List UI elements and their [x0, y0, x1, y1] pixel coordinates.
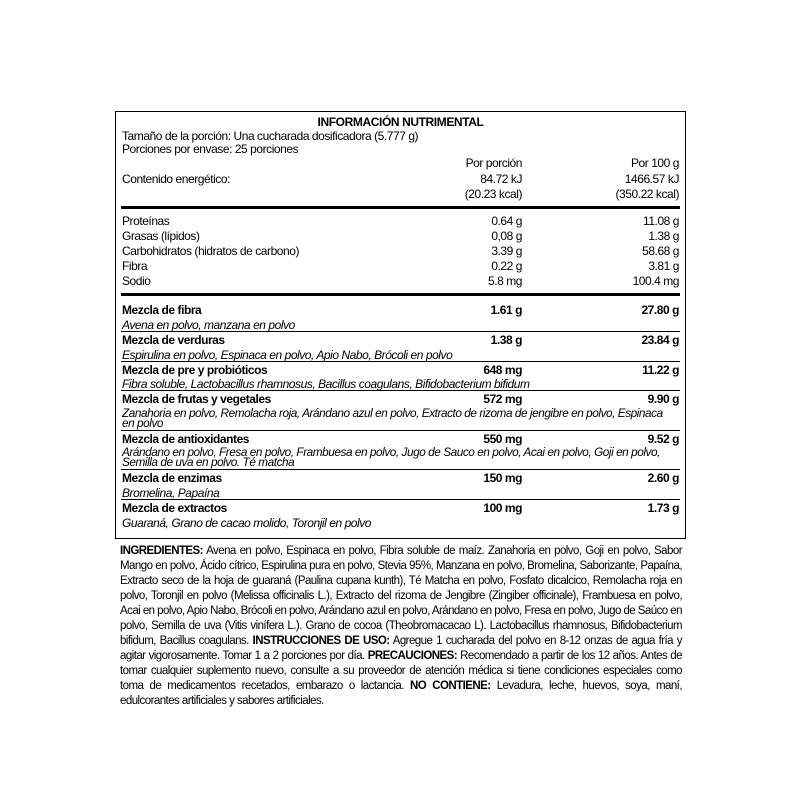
nutrient-serving: 0,08 g	[491, 229, 522, 243]
blend-per100: 23.84 g	[641, 333, 679, 347]
divider-thick	[121, 206, 680, 209]
blend-name: Mezcla de frutas y vegetales	[122, 392, 271, 406]
nutrient-per100: 1.38 g	[648, 229, 679, 243]
nutrient-per100: 58.68 g	[642, 244, 679, 258]
nutrient-per100: 100.4 mg	[632, 274, 679, 288]
blend-serving: 150 mg	[483, 471, 522, 485]
nutrient-serving: 0.64 g	[491, 214, 522, 228]
blend-per100: 1.73 g	[647, 501, 679, 515]
blend-name: Mezcla de antioxidantes	[122, 432, 250, 446]
energy-100g-kj: 1466.57 kJ	[624, 172, 679, 186]
energy-100g-kcal: (350.22 kcal)	[615, 187, 679, 201]
divider	[121, 469, 680, 470]
blend-description: Avena en polvo, manzana en polvo	[122, 318, 295, 332]
servings-per-container: Porciones por envase: 25 porciones	[122, 142, 299, 156]
nutrient-per100: 3.81 g	[648, 259, 679, 273]
divider	[121, 499, 680, 500]
blend-per100: 11.22 g	[642, 363, 679, 377]
blend-per100: 9.52 g	[647, 432, 679, 446]
not-contains-text: Levadura, leche, huevos, soya, maní, edulcorantes artificiales y sabores artificiales.	[120, 680, 682, 707]
blend-serving: 100 mg	[483, 501, 522, 515]
nutrient-name: Fibra	[122, 259, 148, 273]
usage-label: INSTRUCCIONES DE USO:	[252, 635, 390, 647]
blend-description: Bromelina, Papaína	[122, 486, 220, 500]
blend-serving: 572 mg	[483, 392, 522, 406]
blend-description: Espirulina en polvo, Espinaca en polvo, Apio Nabo, Brócoli en polvo	[122, 348, 453, 362]
blend-name: Mezcla de extractos	[122, 501, 227, 515]
blend-per100: 2.60 g	[647, 471, 679, 485]
blend-description: Arándano en polvo, Fresa en polvo, Frambuesa en polvo, Jugo de Sauco en polvo, Acai en polvo, Goji en polvo, Semilla de uva en polvo. Té matcha	[122, 445, 660, 469]
precautions-text: Recomendado a partir de los 12 años. Antes de tomar cualquier suplemento nuevo, consulte a su proveedor de atención médica si tiene condiciones especiales como toma de medicamentos recetados, embarazo o lactancia.	[120, 650, 682, 692]
usage-text: Agregue 1 cucharada del polvo en 8-12 onzas de agua fría y agitar vigorosamente. Tomar 1 a 2 porciones por día.	[120, 635, 682, 662]
header-per-serving: Por porción	[465, 156, 522, 170]
nutrient-name: Carbohidratos (hidratos de carbono)	[122, 244, 300, 258]
blend-serving: 648 mg	[483, 363, 522, 377]
divider	[121, 390, 680, 391]
blend-serving: 550 mg	[483, 432, 522, 446]
nutrition-facts-panel	[115, 111, 686, 539]
blend-description: Fibra soluble, Lactobacillus rhamnosus, Bacillus coagulans, Bifidobacterium bifidum	[122, 377, 530, 391]
blend-name: Mezcla de verduras	[122, 333, 225, 347]
ingredients-label: INGREDIENTES:	[120, 545, 203, 557]
blend-name: Mezcla de enzimas	[122, 471, 222, 485]
nutrient-name: Grasas (lípidos)	[122, 229, 200, 243]
energy-serving-kj: 84.72 kJ	[480, 172, 522, 186]
nutrient-name: Sodio	[122, 274, 151, 288]
nutrient-name: Proteínas	[122, 214, 170, 228]
divider-thick	[121, 293, 680, 296]
energy-label: Contenido energético:	[122, 172, 230, 186]
header-per-100g: Por 100 g	[631, 156, 679, 170]
blend-name: Mezcla de pre y probióticos	[122, 363, 268, 377]
serving-size: Tamaño de la porción: Una cucharada dosificadora (5.777 g)	[122, 129, 419, 143]
blend-per100: 27.80 g	[641, 303, 679, 317]
panel-title: INFORMACIÓN NUTRIMENTAL	[317, 115, 484, 129]
precautions-label: PRECAUCIONES:	[367, 650, 458, 662]
blend-name: Mezcla de fibra	[122, 303, 202, 317]
nutrient-serving: 0.22 g	[491, 259, 522, 273]
blend-description: Guaraná, Grano de cacao molido, Toronjil en polvo	[122, 516, 372, 530]
divider	[121, 361, 680, 362]
not-contains-label: NO CONTIENE:	[410, 680, 491, 692]
blend-per100: 9.90 g	[647, 392, 679, 406]
blend-serving: 1.61 g	[490, 303, 522, 317]
nutrient-serving: 5.8 mg	[488, 274, 522, 288]
nutrient-serving: 3.39 g	[491, 244, 522, 258]
nutrient-per100: 11.08 g	[643, 214, 679, 228]
energy-serving-kcal: (20.23 kcal)	[464, 187, 522, 201]
divider	[121, 331, 680, 332]
ingredients-text: Avena en polvo, Espinaca en polvo, Fibra soluble de maíz. Zanahoria en polvo, Goji en polvo, Sabor Mango en polvo, Ácido cítrico, Espirulina pura en polvo, Stevia 95%, Manzana en polvo, Bromelina, Saborizante, Papaína, Extracto seco de la hoja de guaraná (Paulina cupana kunth), Té Matcha en polvo, Fosfato dicalcico, Remolacha roja en polvo, Toronjil en polvo (Melissa officinalis L.), Extracto del rizoma de Jengibre (Zingiber officinale), Frambuesa en polvo, Acai en polvo, Apio Nabo, Brócoli en polvo, Arándano azul en polvo, Arándano en polvo, Fresa en polvo, Jugo de Saúco en polvo, Semilla de uva (Vitis vinífera L.). Grano de cocoa (Theobromacacao L). Lactobacillus rhamnosus, Bifidobacterium bifidum, Bacillus coagulans.	[120, 545, 682, 647]
blend-description: Zanahoria en polvo, Remolacha roja, Arándano azul en polvo, Extracto de rizoma de jengibre en polvo, Espinaca en polvo	[122, 406, 663, 430]
ingredients-block	[120, 544, 682, 709]
divider	[121, 430, 680, 431]
blend-serving: 1.38 g	[490, 333, 522, 347]
